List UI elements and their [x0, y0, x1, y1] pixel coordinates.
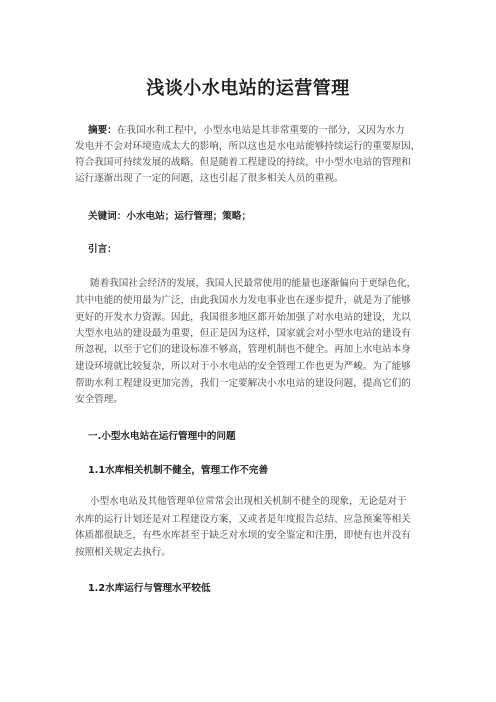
subsection-heading: 1.2水库运行与管理水平较低: [88, 583, 211, 594]
intro-line: 大型水电站的建设最为重要，但正是因为这样，国家就会对小型水电站的建设有: [75, 328, 411, 339]
abstract-first-line: [88, 125, 405, 137]
abstract-line: 符合我国可持续发展的战略。但是随着工程建设的持续，中小型水电站的管理和: [75, 157, 411, 168]
abstract-text: 在我国水利工程中，小型水电站是其非常重要的一部分，又因为水力: [116, 125, 405, 136]
sub11-line: 按照相关规定去执行。: [75, 547, 171, 558]
intro-line: 帮助水利工程建设更加完善，我们一定要解决小水电站的建设问题，提高它们的: [75, 378, 411, 389]
intro-line: 所忽视，以至于它们的建设标准不够高，管理机制也不健全。再加上水电站本身: [75, 344, 411, 355]
intro-line: 安全管理。: [75, 394, 123, 405]
intro-line: 随着我国社会经济的发展，我国人民最常使用的能量也逐渐偏向于更绿色化，: [90, 278, 417, 289]
intro-line: 其中电能的使用最为广泛，由此我国水力发电事业也在逐步提升，就是为了能够: [75, 295, 411, 306]
keywords: 关键词：小水电站；运行管理；策略；: [88, 211, 252, 222]
abstract-line: 发电并不会对环境造成太大的影响，所以这也是水电站能够持续运行的重要原因，: [75, 141, 421, 152]
sub11-line: 小型水电站及其他管理单位常常会出现相关机制不健全的现象，无论是对于: [90, 496, 407, 507]
sub11-line: 水库的运行计划还是对工程建设方案，又或者是年度报告总结、应急预案等相关: [75, 514, 411, 525]
abstract-line: 运行逐渐出现了一定的问题，这也引起了很多相关人员的重视。: [75, 173, 344, 184]
intro-line: 建设环境就比较复杂，所以对于小水电站的安全管理工作也更为严峻。为了能够: [75, 361, 411, 372]
intro-line: 更好的开发水力资源。因此，我国很多地区都开始加强了对水电站的建设，尤以: [75, 312, 411, 323]
document-title: 浅谈小水电站的运营管理: [146, 78, 350, 99]
section-heading: 一.小型水电站在运行管理中的问题: [88, 431, 236, 442]
sub11-line: 体质都很缺乏，有些水库甚至于缺乏对水坝的安全鉴定和注册，即使有也并没有: [75, 530, 411, 541]
subsection-heading: 1.1水库相关机制不健全，管理工作不完善: [88, 465, 269, 476]
intro-heading: 引言：: [88, 244, 117, 255]
abstract-label: 摘要：: [88, 125, 117, 136]
